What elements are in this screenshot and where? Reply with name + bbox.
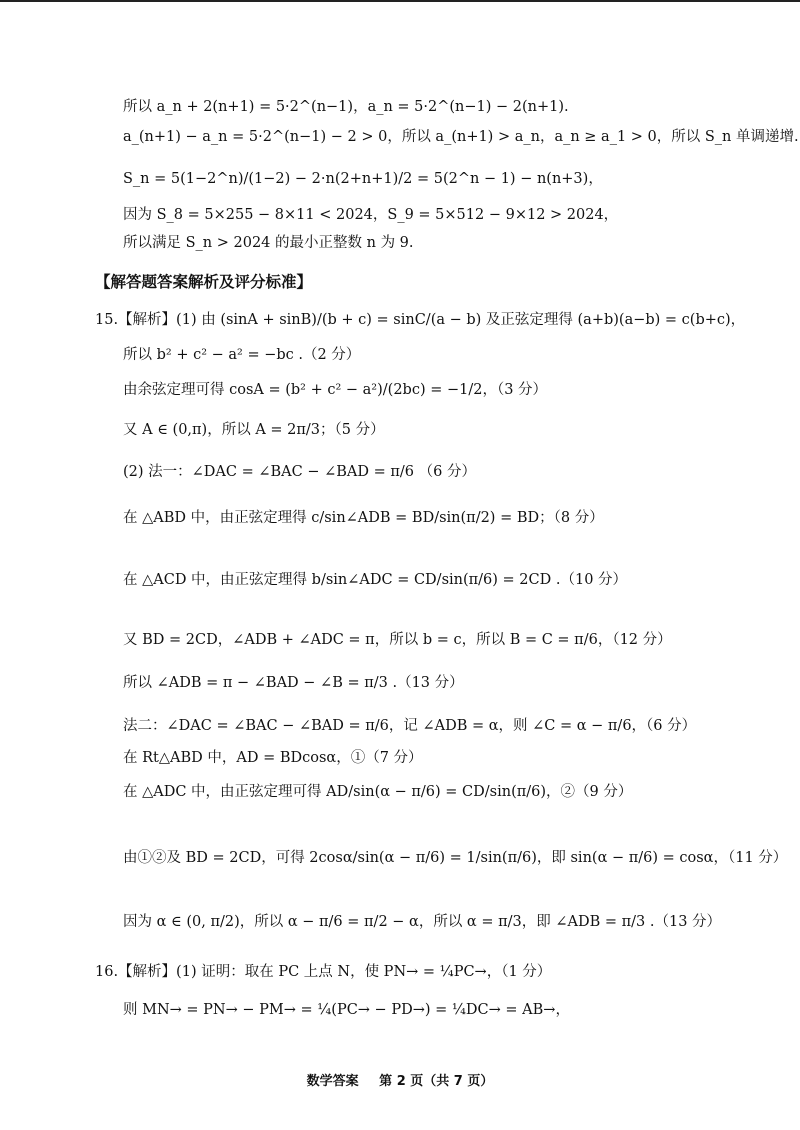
top-border (0, 0, 800, 2)
q15-line: 在 △ACD 中，由正弦定理得 b/sin∠ADC = CD/sin(π/6) = 2CD .（10 分） (123, 572, 628, 588)
footer-subject: 数学答案 (306, 1074, 359, 1089)
text-line: 所以满足 S_n > 2024 的最小正整数 n 为 9. (123, 235, 414, 251)
text-line: 因为 S_8 = 5×255 − 8×11 < 2024，S_9 = 5×512 − 9×12 > 2024， (123, 207, 619, 223)
q15-line: 在 Rt△ABD 中，AD = BDcosα，①（7 分） (123, 750, 423, 766)
footer-page-number: 第 2 页（共 7 页） (379, 1074, 494, 1089)
q15-line: 又 BD = 2CD，∠ADB + ∠ADC = π，所以 b = c，所以 B = C = π/6，（12 分） (123, 632, 672, 648)
q15-line: 所以 ∠ADB = π − ∠BAD − ∠B = π/3 .（13 分） (123, 675, 464, 691)
q15-line: (2) 法一：∠DAC = ∠BAC − ∠BAD = π/6 （6 分） (123, 464, 476, 480)
q15-line: 法二：∠DAC = ∠BAC − ∠BAD = π/6，记 ∠ADB = α，则 ∠C = α − π/6，（6 分） (123, 718, 697, 734)
section-title: 【解答题答案解析及评分标准】 (95, 273, 313, 291)
q15-line: 在 △ABD 中，由正弦定理得 c/sin∠ADB = BD/sin(π/2) = BD；（8 分） (123, 510, 604, 526)
q15-line: 由①②及 BD = 2CD，可得 2cosα/sin(α − π/6) = 1/sin(π/6)，即 sin(α − π/6) = cosα，（11 分） (123, 850, 788, 866)
q15-line: 在 △ADC 中，由正弦定理可得 AD/sin(α − π/6) = CD/sin(π/6)，②（9 分） (123, 784, 633, 800)
text-line: a_(n+1) − a_n = 5·2^(n−1) − 2 > 0，所以 a_(n+1) > a_n，a_n ≥ a_1 > 0，所以 S_n 单调递增. (123, 129, 799, 145)
q16-line: 16.【解析】(1) 证明：取在 PC 上点 N，使 PN→ = ¼PC→，（1 分） (95, 964, 552, 980)
text-line: S_n = 5(1−2^n)/(1−2) − 2·n(2+n+1)/2 = 5(2^n − 1) − n(n+3)， (123, 171, 603, 187)
page-footer (0, 1070, 800, 1089)
q16-line: 则 MN→ = PN→ − PM→ = ¼(PC→ − PD→) = ¼DC→ = AB→， (123, 1002, 570, 1018)
q15-line: 15.【解析】(1) 由 (sinA + sinB)/(b + c) = sinC/(a − b) 及正弦定理得 (a+b)(a−b) = c(b+c)， (95, 312, 746, 328)
q15-line: 又 A ∈ (0,π)，所以 A = 2π/3；（5 分） (123, 422, 385, 438)
text-line: 所以 a_n + 2(n+1) = 5·2^(n−1)，a_n = 5·2^(n−1) − 2(n+1). (123, 99, 569, 115)
q15-line: 因为 α ∈ (0, π/2)，所以 α − π/6 = π/2 − α，所以 α = π/3，即 ∠ADB = π/3 .（13 分） (123, 914, 722, 930)
q15-line: 所以 b² + c² − a² = −bc .（2 分） (123, 347, 361, 363)
q15-line: 由余弦定理可得 cosA = (b² + c² − a²)/(2bc) = −1/2，（3 分） (123, 382, 548, 398)
